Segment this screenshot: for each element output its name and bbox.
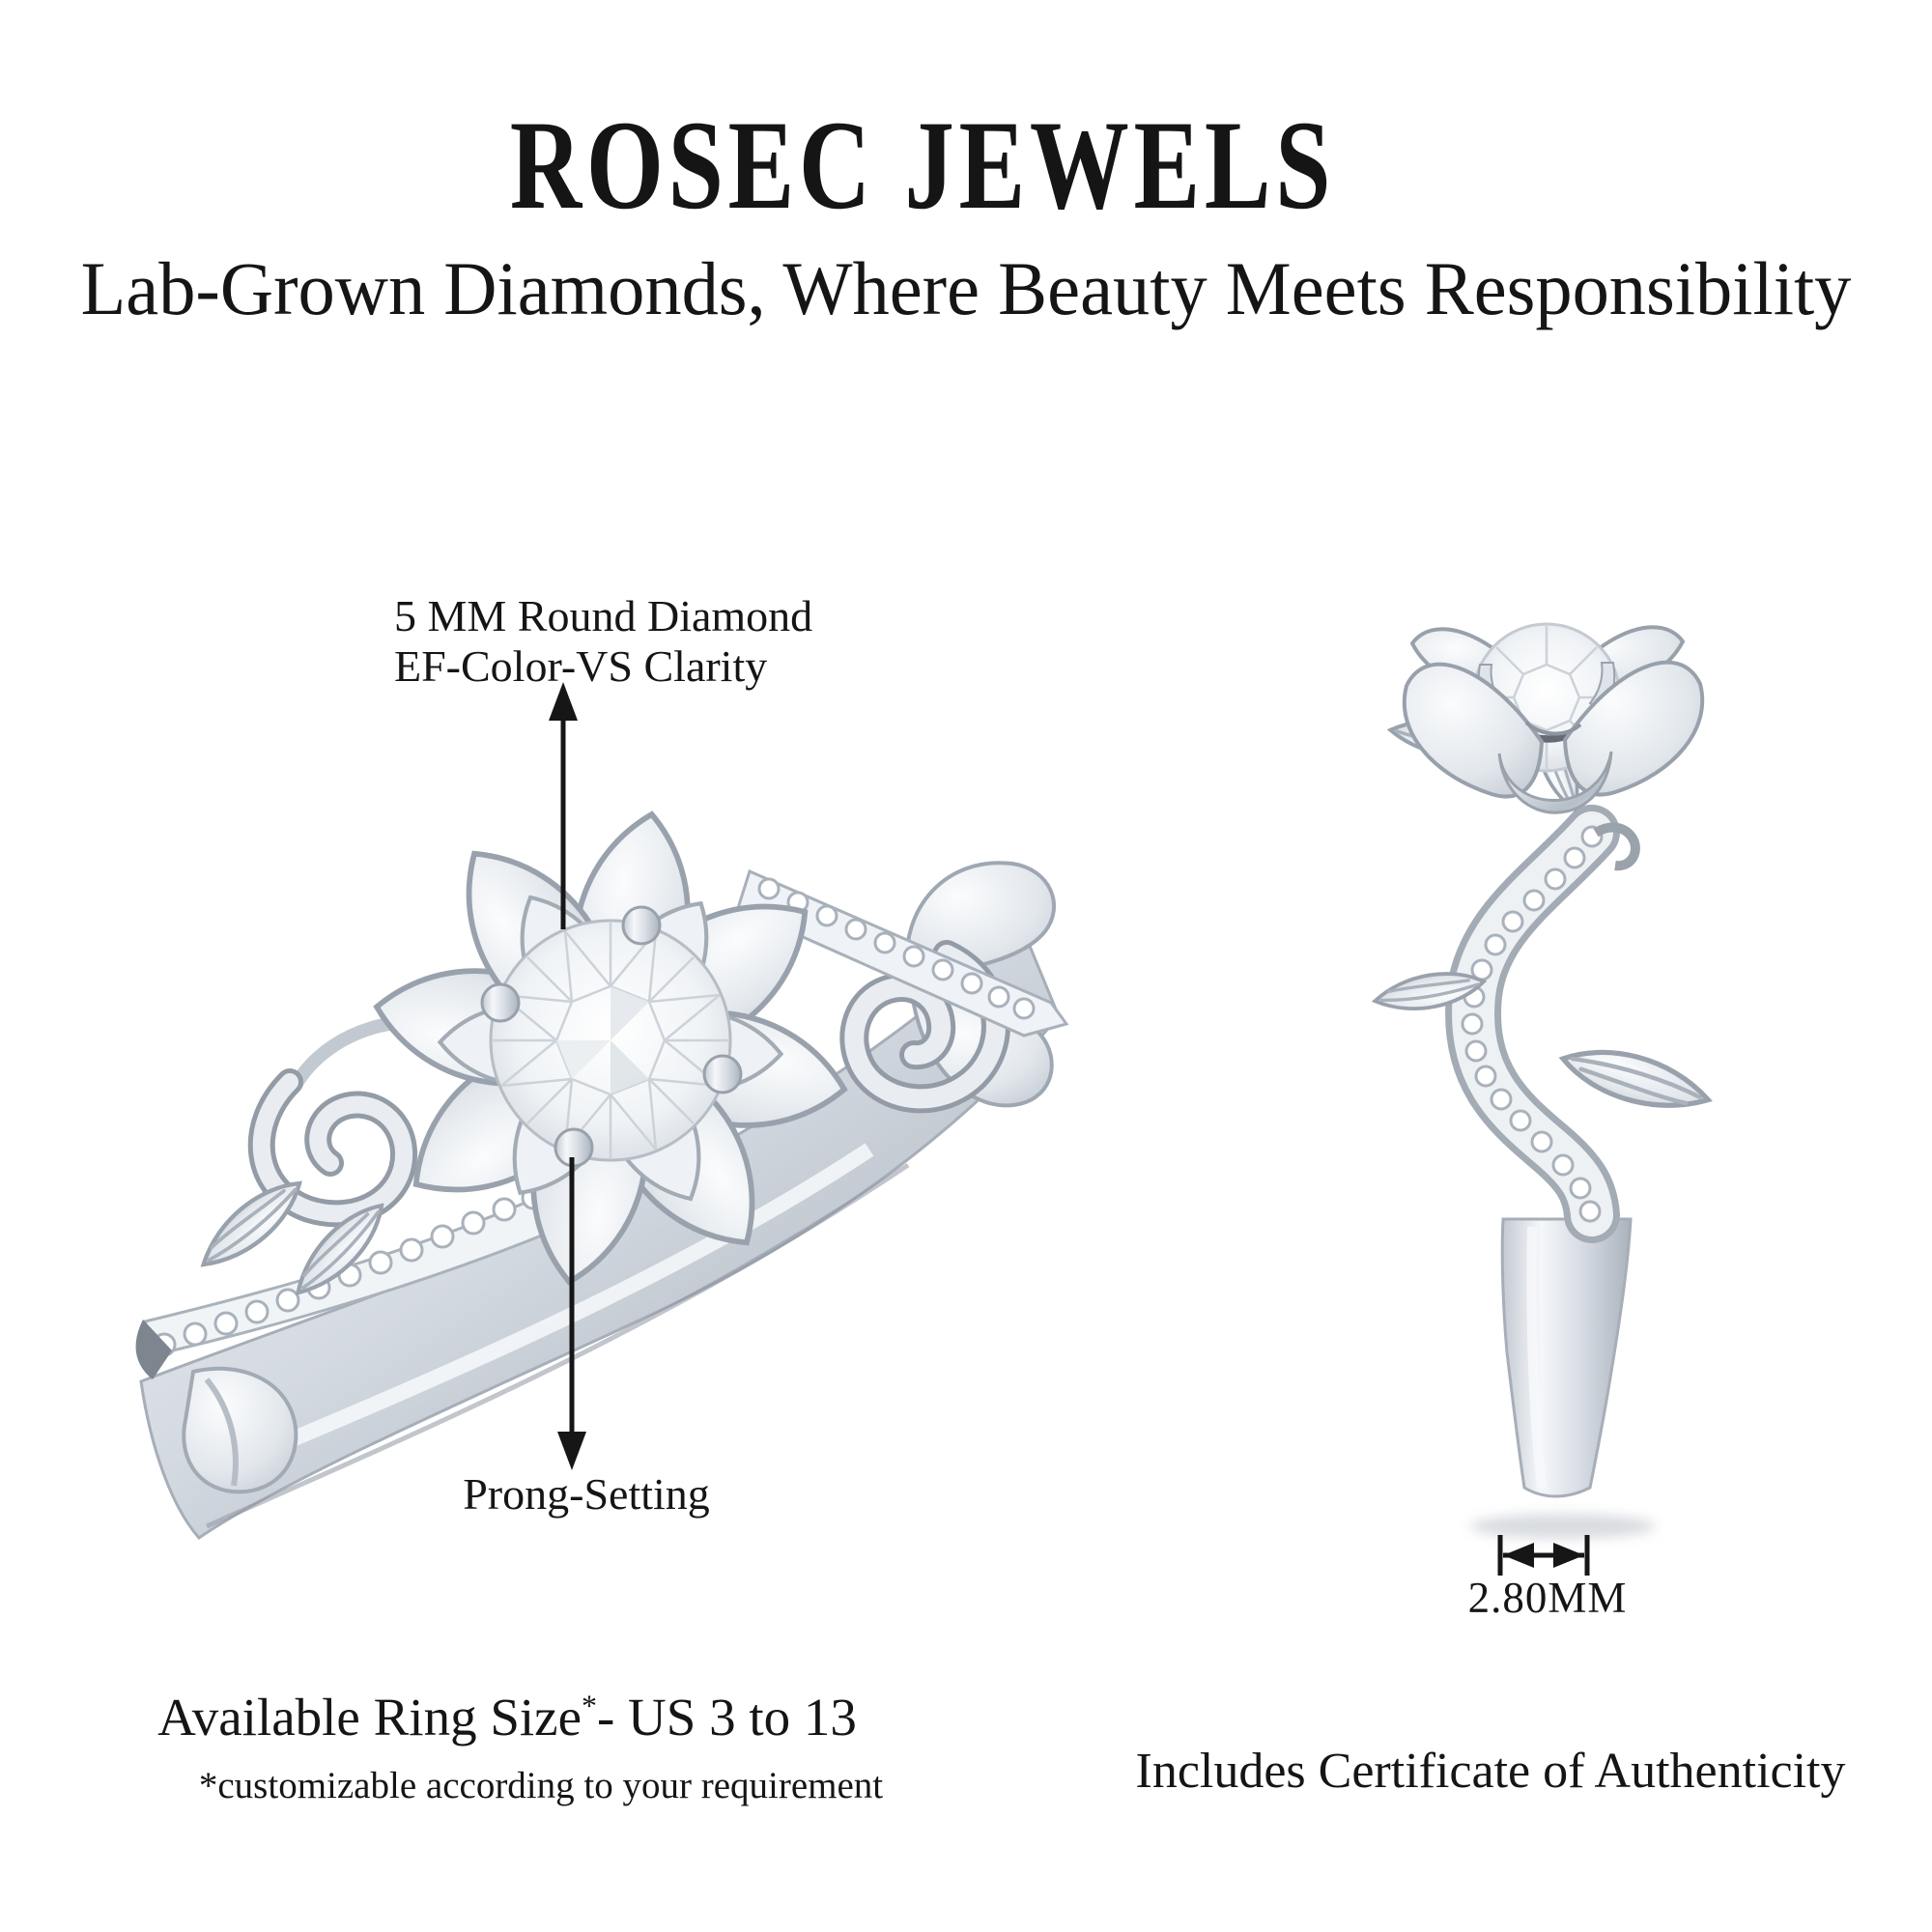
customization-note: *customizable according to your requirement [198, 1765, 884, 1806]
band-width-dimension [1500, 1535, 1587, 1576]
ring-top-view [136, 805, 1066, 1538]
ring-size-range: - US 3 to 13 [596, 1688, 857, 1747]
center-diamond [491, 921, 730, 1160]
brand-title: ROSEC JEWELS [509, 94, 1336, 236]
band-width-label: 2.80MM [1467, 1574, 1628, 1622]
ring-side-view [1373, 624, 1715, 1539]
brand-tagline: Lab-Grown Diamonds, Where Beauty Meets Responsibility [80, 246, 1852, 330]
ring-size-info [157, 1687, 857, 1747]
stone-annotation-line1: 5 MM Round Diamond [394, 591, 813, 640]
arrow-down-icon [557, 1432, 586, 1470]
certificate-note: Includes Certificate of Authenticity [1135, 1744, 1846, 1799]
setting-annotation: Prong-Setting [463, 1469, 710, 1519]
double-arrow-icon [1503, 1543, 1534, 1568]
ring-size-asterisk: * [582, 1689, 597, 1723]
ring-size-text: Available Ring Size [157, 1688, 582, 1747]
stone-annotation-line2: EF-Color-VS Clarity [394, 641, 768, 692]
stone-annotation [394, 591, 812, 693]
pave-band-side [1463, 827, 1635, 1221]
